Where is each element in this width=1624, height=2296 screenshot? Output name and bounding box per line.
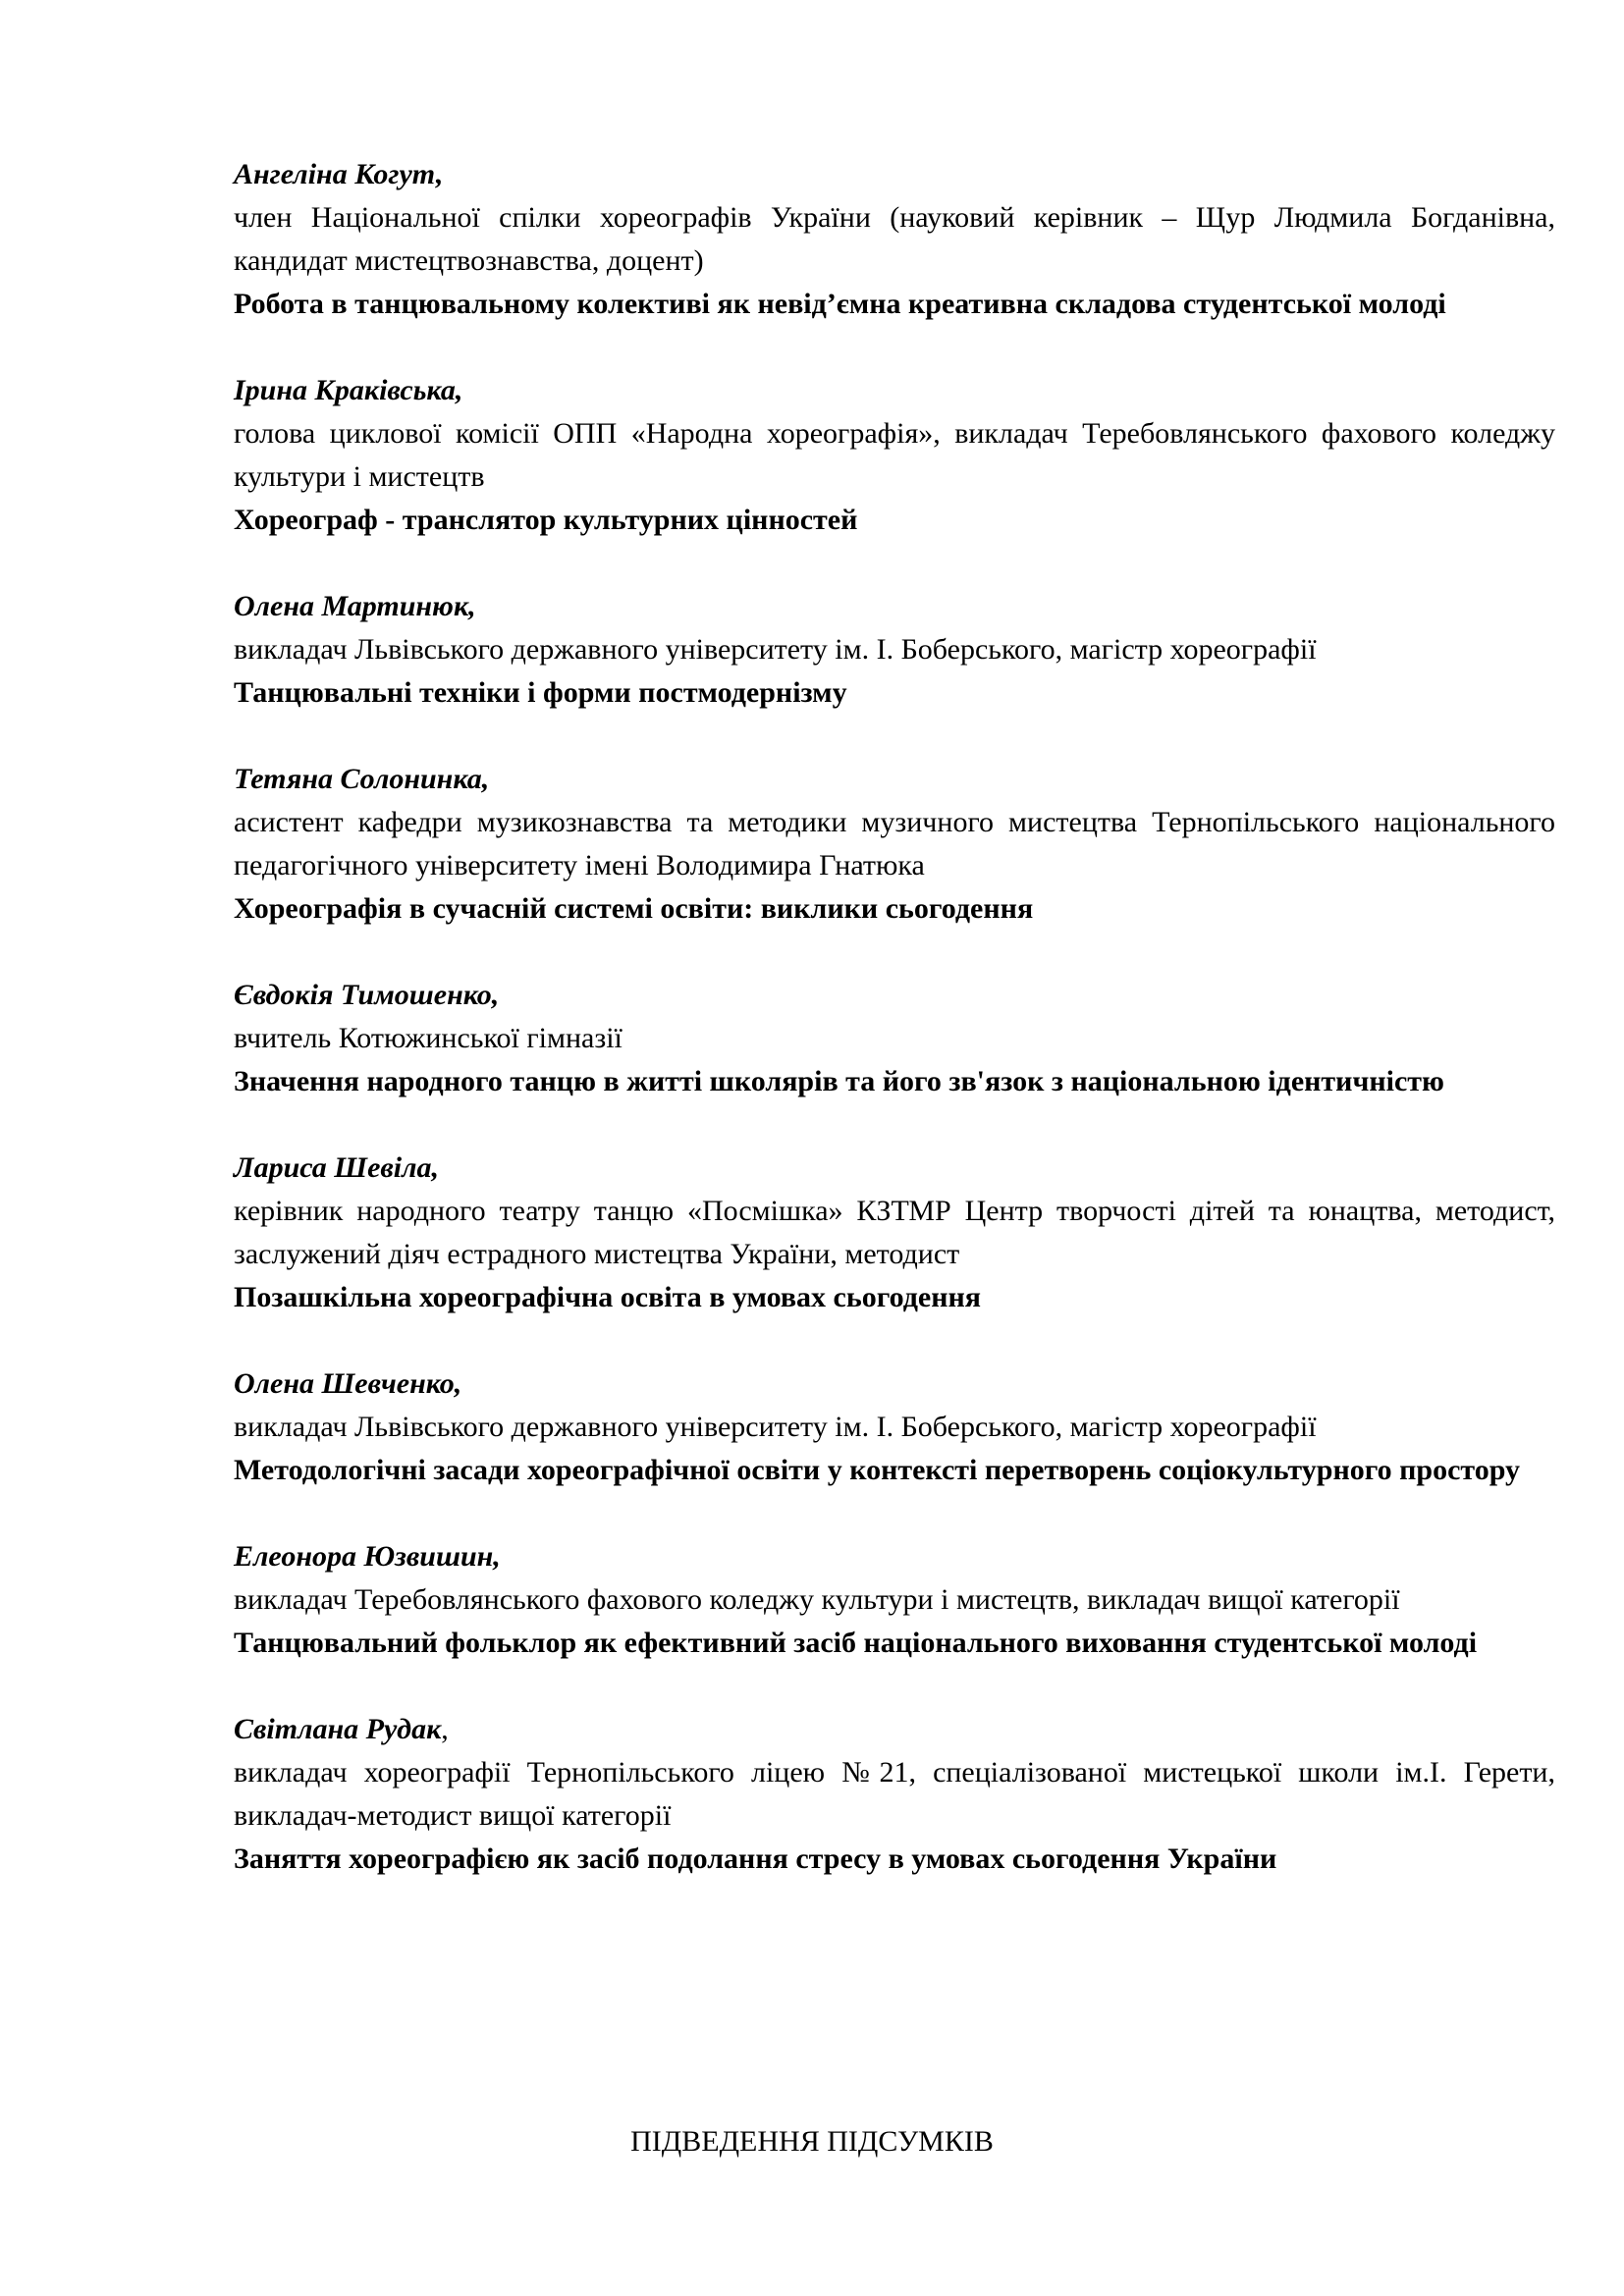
speaker-entry xyxy=(234,974,1555,1103)
speaker-name-line xyxy=(234,1708,1555,1751)
speaker-affiliation: керівник народного театру танцю «Посмішка» КЗТМР Центр творчості дітей та юнацтва, методист, заслужений діяч естрадного мистецтва України, методист xyxy=(234,1195,1555,1270)
speaker-name: Олена Шевченко, xyxy=(234,1367,462,1400)
speaker-entry xyxy=(234,1362,1555,1492)
talk-title: Танцювальні техніки і форми постмодернізму xyxy=(234,676,847,709)
speaker-name: Лариса Шевіла, xyxy=(234,1151,440,1184)
speaker-name: Елеонора Юзвишин, xyxy=(234,1540,501,1573)
closing-heading: ПІДВЕДЕННЯ ПІДСУМКІВ xyxy=(630,2125,994,2158)
speaker-entry xyxy=(234,1708,1555,1881)
speaker-name: Євдокія Тимошенко, xyxy=(234,979,500,1011)
speaker-entry xyxy=(234,1535,1555,1665)
speaker-name: Тетяна Солонинка, xyxy=(234,763,490,795)
talk-title: Хореограф - транслятор культурних цінностей xyxy=(234,504,858,536)
talk-title: Значення народного танцю в житті школярів та його зв'язок з національною ідентичністю xyxy=(234,1065,1444,1097)
speaker-affiliation: викладач Львівського державного університету ім. І. Боберського, магістр хореографії xyxy=(234,1411,1317,1443)
speaker-affiliation: асистент кафедри музикознавства та методики музичного мистецтва Тернопільського національного педагогічного університету імені Володимира Гнатюка xyxy=(234,806,1555,881)
talk-title: Робота в танцювальному колективі як невід’ємна креативна складова студентської молоді xyxy=(234,288,1446,320)
speaker-name-line xyxy=(234,585,1555,628)
speaker-affiliation: член Національної спілки хореографів України (науковий керівник – Щур Людмила Богданівна, кандидат мистецтвознавства, доцент) xyxy=(234,201,1555,277)
speaker-name-line xyxy=(234,1147,1555,1190)
talk-title: Заняття хореографією як засіб подолання стресу в умовах сьогодення України xyxy=(234,1842,1277,1875)
speaker-name: Світлана Рудак xyxy=(234,1713,442,1745)
speaker-affiliation: вчитель Котюжинської гімназії xyxy=(234,1022,623,1054)
speaker-entry xyxy=(234,369,1555,542)
speaker-name-line xyxy=(234,758,1555,801)
talk-title: Танцювальний фольклор як ефективний засіб національного виховання студентської молоді xyxy=(234,1627,1478,1659)
talk-title: Методологічні засади хореографічної освіти у контексті перетворень соціокультурного простору xyxy=(234,1454,1521,1486)
speaker-name-line xyxy=(234,1535,1555,1578)
speaker-name-line xyxy=(234,974,1555,1017)
speaker-affiliation: викладач хореографії Тернопільського ліцею №21, спеціалізованої мистецької школи ім.І. Герети, викладач-методист вищої категорії xyxy=(234,1756,1555,1832)
talk-title: Позашкільна хореографічна освіта в умовах сьогодення xyxy=(234,1281,982,1313)
speaker-name: Олена Мартинюк, xyxy=(234,590,476,622)
speaker-name-line xyxy=(234,369,1555,412)
document-body xyxy=(234,153,1555,1924)
speaker-entry xyxy=(234,758,1555,931)
speaker-name-suffix: , xyxy=(441,1713,449,1745)
speaker-name: Ангеліна Когут, xyxy=(234,158,444,190)
speaker-entry xyxy=(234,585,1555,715)
speaker-name-line xyxy=(234,1362,1555,1406)
speaker-entry xyxy=(234,1147,1555,1319)
talk-title: Хореографія в сучасній системі освіти: виклики сьогодення xyxy=(234,892,1034,925)
speaker-affiliation: голова циклової комісії ОПП «Народна хореографія», викладач Теребовлянського фахового коледжу культури і мистецтв xyxy=(234,417,1555,493)
speaker-affiliation: викладач Теребовлянського фахового коледжу культури і мистецтв, викладач вищої категорії xyxy=(234,1583,1400,1616)
speaker-affiliation: викладач Львівського державного університету ім. І. Боберського, магістр хореографії xyxy=(234,633,1317,666)
speaker-name-line xyxy=(234,153,1555,196)
speaker-name: Ірина Краківська, xyxy=(234,374,463,406)
speaker-entry xyxy=(234,153,1555,326)
